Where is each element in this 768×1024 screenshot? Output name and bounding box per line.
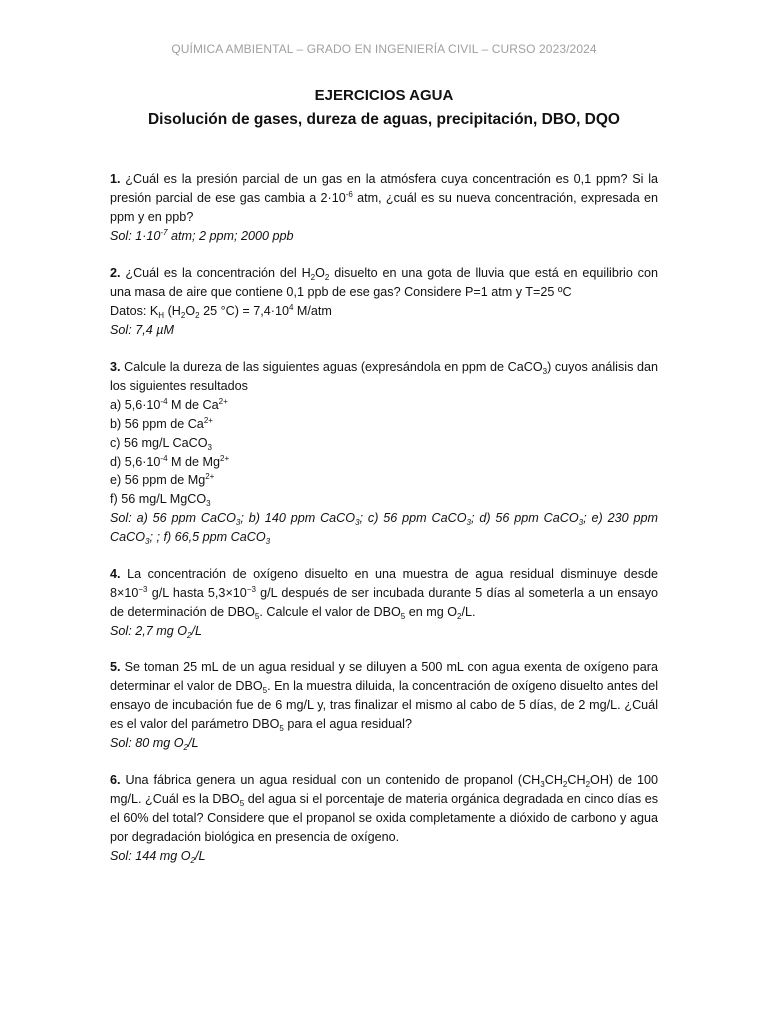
exercise-3-solution: Sol: a) 56 ppm CaCO$_3$; b) 140 ppm CaCO$_3$; c) 56 ppm CaCO$_3$; d) 56 ppm CaCO$_3$; e) 230 ppm CaCO$_3$; ; f) 66,5 ppm CaCO$_3$ (110, 511, 658, 547)
exercise-5-statement: 5. Se toman 25 mL de un agua residual y se diluyen a 500 mL con agua exenta de oxígeno para determinar el valor de $DBO_5$. En la muestra diluida, la concentración de oxígeno disuelto antes del ensayo de incubación fue de 6 mg/L y, tras finalizar el mismo al cabo de 5 días, de 2 mg/L. ¿Cuál es el valor del parámetro $DBO_5$ para el agua residual? (110, 660, 658, 733)
exercise-number: 5. (110, 660, 121, 674)
exercise-4 (110, 565, 658, 641)
exercise-2-solution: Sol: 7,4 µM (110, 322, 174, 337)
exercise-5-solution: Sol: 80 mg $O_2/L$ (110, 735, 199, 752)
exercise-6-statement: 6. Una fábrica genera un agua residual con un contenido de propanol $(CH_3CH_2CH_2OH)$ de 100 mg/L. ¿Cuál es la $DBO_5$ del agua si el porcentaje de materia orgánica degradada en cinco días es el 60% del total? Considere que el propanol se oxida completamente a dióxido de carbono y agua por degradación biológica en presencia de oxígeno. (110, 773, 658, 844)
exercise-6 (110, 771, 658, 866)
list-item: a) $5,6\cdot 10^{-4}$ M de $Ca^{2+}$ (110, 396, 228, 412)
page-title: EJERCICIOS AGUA (314, 87, 454, 104)
exercise-3-statement: 3. Calcule la dureza de las siguientes aguas (expresándola en ppm de CaCO$_3$) cuyos análisis dan los siguientes resultados (110, 360, 658, 393)
course-header: QUÍMICA AMBIENTAL – GRADO EN INGENIERÍA CIVIL – CURSO 2023/2024 (171, 42, 597, 56)
list-item: d) $5,6\cdot 10^{-4}$ M de $Mg^{2+}$ (110, 453, 230, 469)
exercise-number: 1. (110, 172, 121, 186)
exercise-number: 6. (110, 773, 121, 787)
exercise-number: 2. (110, 266, 121, 280)
exercise-1-solution: Sol: $1\cdot 10^{-7}$ atm; 2 ppm; 2000 ppb (110, 227, 294, 243)
exercise-1 (110, 170, 658, 246)
list-item: b) 56 ppm de $Ca^{2+}$ (110, 415, 213, 431)
list-item: f) 56 mg/L MgCO$_3$ (110, 492, 211, 509)
exercise-2 (110, 264, 658, 340)
exercise-number: 4. (110, 567, 121, 581)
exercise-number: 3. (110, 360, 121, 374)
exercise-4-statement: 4. La concentración de oxígeno disuelto en una muestra de agua residual disminuye desde $8\times 10^{-3}$ g/L hasta $5,3\times 10^{-3}$ g/L después de ser incubada durante 5 días al someterla a un ensayo de determinación de $DBO_5$. Calcule el valor de $DBO_5$ en mg $O_2/L$. (110, 567, 658, 621)
exercise-6-solution: Sol: 144 mg $O_2/L$ (110, 848, 206, 865)
exercise-3 (110, 358, 658, 547)
page-subtitle: Disolución de gases, dureza de aguas, precipitación, DBO, DQO (147, 111, 620, 128)
list-item: e) 56 ppm de $Mg^{2+}$ (110, 472, 215, 488)
exercise-5 (110, 658, 658, 753)
list-item: c) 56 mg/L CaCO$_3$ (110, 435, 212, 452)
exercise-2-statement: 2. ¿Cuál es la concentración del $H_2O_2$ disuelto en una gota de lluvia que está en equilibrio con una masa de aire que contiene 0,1 ppb de ese gas? Considere P=1 atm y T=25 ºC (110, 266, 658, 299)
exercise-1-statement: 1. ¿Cuál es la presión parcial de un gas en la atmósfera cuya concentración es 0,1 ppm? Si la presión parcial de ese gas cambia a $2\cdot 10^{-6}$ atm, ¿cuál es su nueva concentración, expresada en ppm y en ppb? (110, 172, 659, 224)
exercise-4-solution: Sol: 2,7 mg $O_2/L$ (110, 623, 202, 640)
exercise-2-data: Datos: $K_H$ ($H_2O_2$ 25 $^\circ C) = 7,4\cdot 10^4$ M/atm (110, 302, 332, 320)
